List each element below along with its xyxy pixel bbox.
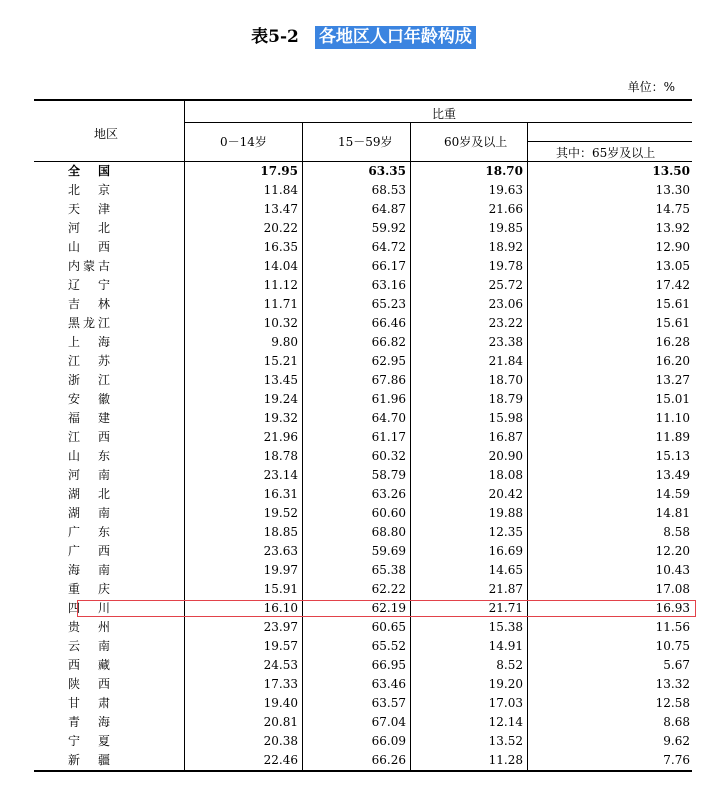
- table-row: [34, 713, 692, 732]
- table-row: [34, 371, 692, 390]
- value-65-plus: 13.30: [655, 183, 690, 197]
- value-65-plus: 13.27: [655, 373, 690, 387]
- value-65-plus: 13.92: [655, 221, 690, 235]
- value-65-plus: 11.56: [655, 620, 690, 634]
- header-group-rule: [184, 122, 692, 123]
- value-15-59: 62.19: [371, 601, 406, 615]
- value-0-14: 16.10: [263, 601, 298, 615]
- value-60-plus: 12.35: [488, 525, 523, 539]
- table-row: [34, 352, 692, 371]
- region-name: 海 南: [68, 563, 114, 577]
- value-60-plus: 21.84: [488, 354, 523, 368]
- value-60-plus: 19.85: [488, 221, 523, 235]
- region-name: 福 建: [68, 411, 114, 425]
- table-row: [34, 295, 692, 314]
- value-60-plus: 17.03: [488, 696, 523, 710]
- value-65-plus: 14.75: [655, 202, 690, 216]
- region-name: 浙 江: [68, 373, 114, 387]
- value-0-14: 19.52: [263, 506, 298, 520]
- value-65-plus: 17.08: [655, 582, 690, 596]
- header-region: 地区: [94, 127, 119, 141]
- value-15-59: 68.80: [371, 525, 406, 539]
- table-number: 表5-2: [251, 27, 299, 47]
- value-65-plus: 13.32: [655, 677, 690, 691]
- value-15-59: 66.09: [371, 734, 406, 748]
- value-65-plus: 15.13: [655, 449, 690, 463]
- region-name: 宁 夏: [68, 734, 114, 748]
- table-row: [34, 390, 692, 409]
- value-15-59: 60.60: [371, 506, 406, 520]
- value-65-plus: 5.67: [663, 658, 690, 672]
- value-65-plus: 10.75: [655, 639, 690, 653]
- value-65-plus: 13.05: [655, 259, 690, 273]
- value-0-14: 9.80: [271, 335, 298, 349]
- table-row: [34, 637, 692, 656]
- region-name: 北 京: [68, 183, 114, 197]
- table-row: [34, 447, 692, 466]
- value-15-59: 68.53: [371, 183, 406, 197]
- value-65-plus: 10.43: [655, 563, 690, 577]
- header-col3: 60岁及以上: [444, 135, 508, 149]
- value-15-59: 63.35: [368, 164, 406, 178]
- table-row: [34, 485, 692, 504]
- data-table: [34, 99, 692, 772]
- value-0-14: 15.91: [263, 582, 298, 596]
- region-name: 贵 州: [68, 620, 114, 634]
- region-name: 广 东: [68, 525, 114, 539]
- region-name: 吉 林: [68, 297, 114, 311]
- value-0-14: 11.71: [263, 297, 298, 311]
- value-0-14: 18.85: [263, 525, 298, 539]
- header-sub-rule: [527, 141, 692, 142]
- value-65-plus: 17.42: [655, 278, 690, 292]
- value-65-plus: 9.62: [663, 734, 690, 748]
- table-row: [34, 257, 692, 276]
- value-15-59: 66.17: [371, 259, 406, 273]
- value-60-plus: 14.65: [488, 563, 523, 577]
- value-0-14: 19.40: [263, 696, 298, 710]
- value-0-14: 23.97: [263, 620, 298, 634]
- value-65-plus: 14.59: [655, 487, 690, 501]
- value-65-plus: 15.61: [655, 316, 690, 330]
- value-15-59: 66.95: [371, 658, 406, 672]
- region-name: 山 东: [68, 449, 114, 463]
- value-15-59: 59.92: [371, 221, 406, 235]
- region-name: 江 苏: [68, 354, 114, 368]
- value-0-14: 10.32: [263, 316, 298, 330]
- table-row: [34, 675, 692, 694]
- value-15-59: 66.82: [371, 335, 406, 349]
- header-divider-1: [184, 101, 185, 161]
- table-body: [34, 162, 692, 770]
- value-15-59: 64.87: [371, 202, 406, 216]
- value-60-plus: 16.87: [488, 430, 523, 444]
- region-name: 甘 肃: [68, 696, 114, 710]
- value-60-plus: 19.63: [488, 183, 523, 197]
- value-15-59: 63.26: [371, 487, 406, 501]
- region-name: 安 徽: [68, 392, 114, 406]
- table-header: [34, 101, 692, 162]
- header-col1: 0－14岁: [220, 135, 267, 149]
- value-60-plus: 15.98: [488, 411, 523, 425]
- value-0-14: 11.12: [263, 278, 298, 292]
- table-row: [34, 561, 692, 580]
- value-15-59: 64.70: [371, 411, 406, 425]
- value-0-14: 19.57: [263, 639, 298, 653]
- region-name: 全 国: [68, 164, 114, 178]
- value-0-14: 16.35: [263, 240, 298, 254]
- value-65-plus: 12.58: [655, 696, 690, 710]
- value-65-plus: 14.81: [655, 506, 690, 520]
- region-name: 四 川: [68, 601, 114, 615]
- value-60-plus: 20.42: [488, 487, 523, 501]
- value-0-14: 15.21: [263, 354, 298, 368]
- region-name: 河 南: [68, 468, 114, 482]
- value-60-plus: 15.38: [488, 620, 523, 634]
- region-name: 天 津: [68, 202, 114, 216]
- table-row: [34, 219, 692, 238]
- region-name: 广 西: [68, 544, 114, 558]
- value-65-plus: 13.49: [655, 468, 690, 482]
- region-name: 辽 宁: [68, 278, 114, 292]
- value-65-plus: 8.68: [663, 715, 690, 729]
- value-15-59: 60.32: [371, 449, 406, 463]
- value-65-plus: 11.10: [655, 411, 690, 425]
- region-name: 新 疆: [68, 753, 114, 767]
- value-0-14: 17.33: [263, 677, 298, 691]
- value-65-plus: 15.01: [655, 392, 690, 406]
- table-bottom-rule: [34, 770, 692, 772]
- region-name: 山 西: [68, 240, 114, 254]
- value-0-14: 23.14: [263, 468, 298, 482]
- row-highlight-box: [77, 600, 696, 617]
- table-title-text: 各地区人口年龄构成: [315, 26, 476, 49]
- value-0-14: 16.31: [263, 487, 298, 501]
- value-60-plus: 23.06: [488, 297, 523, 311]
- value-0-14: 11.84: [263, 183, 298, 197]
- table-row: [34, 409, 692, 428]
- region-name: 上 海: [68, 335, 114, 349]
- table-row: [34, 428, 692, 447]
- region-name: 黑龙江: [68, 316, 114, 330]
- value-60-plus: 18.79: [488, 392, 523, 406]
- table-row: [34, 466, 692, 485]
- table-row: [34, 238, 692, 257]
- table-row: [34, 732, 692, 751]
- table-row: [34, 542, 692, 561]
- value-60-plus: 18.08: [488, 468, 523, 482]
- value-0-14: 22.46: [263, 753, 298, 767]
- value-60-plus: 21.66: [488, 202, 523, 216]
- table-row: [34, 504, 692, 523]
- table-row: [34, 333, 692, 352]
- region-name: 内蒙古: [68, 259, 114, 273]
- table-row: [34, 694, 692, 713]
- region-name: 湖 南: [68, 506, 114, 520]
- value-0-14: 19.97: [263, 563, 298, 577]
- value-60-plus: 25.72: [488, 278, 523, 292]
- value-0-14: 20.22: [263, 221, 298, 235]
- header-col2: 15－59岁: [338, 135, 393, 149]
- value-15-59: 65.52: [371, 639, 406, 653]
- value-60-plus: 23.38: [488, 335, 523, 349]
- value-60-plus: 12.14: [488, 715, 523, 729]
- value-60-plus: 19.78: [488, 259, 523, 273]
- table-row: [34, 181, 692, 200]
- value-15-59: 63.57: [371, 696, 406, 710]
- value-0-14: 17.95: [260, 164, 298, 178]
- region-name: 陕 西: [68, 677, 114, 691]
- value-60-plus: 19.88: [488, 506, 523, 520]
- value-15-59: 61.96: [371, 392, 406, 406]
- value-60-plus: 13.52: [488, 734, 523, 748]
- value-0-14: 13.45: [263, 373, 298, 387]
- header-divider-4: [527, 122, 528, 161]
- header-divider-3: [410, 122, 411, 161]
- table-row: [34, 599, 692, 618]
- value-0-14: 20.38: [263, 734, 298, 748]
- value-0-14: 19.32: [263, 411, 298, 425]
- region-name: 湖 北: [68, 487, 114, 501]
- table-row: [34, 751, 692, 770]
- value-15-59: 62.95: [371, 354, 406, 368]
- value-0-14: 24.53: [263, 658, 298, 672]
- unit-label: 单位：%: [627, 80, 675, 94]
- table-row: [34, 580, 692, 599]
- value-15-59: 63.16: [371, 278, 406, 292]
- value-15-59: 67.86: [371, 373, 406, 387]
- value-60-plus: 21.71: [488, 601, 523, 615]
- value-15-59: 61.17: [371, 430, 406, 444]
- value-65-plus: 12.90: [655, 240, 690, 254]
- table-title: [0, 22, 727, 47]
- value-60-plus: 18.92: [488, 240, 523, 254]
- value-15-59: 63.46: [371, 677, 406, 691]
- value-65-plus: 12.20: [655, 544, 690, 558]
- table-row: [34, 618, 692, 637]
- value-65-plus: 16.93: [655, 601, 690, 615]
- value-0-14: 18.78: [263, 449, 298, 463]
- header-divider-2: [302, 122, 303, 161]
- region-name: 青 海: [68, 715, 114, 729]
- value-15-59: 62.22: [371, 582, 406, 596]
- value-60-plus: 11.28: [488, 753, 523, 767]
- region-name: 重 庆: [68, 582, 114, 596]
- value-15-59: 65.23: [371, 297, 406, 311]
- value-15-59: 59.69: [371, 544, 406, 558]
- value-65-plus: 16.20: [655, 354, 690, 368]
- value-60-plus: 14.91: [488, 639, 523, 653]
- value-0-14: 23.63: [263, 544, 298, 558]
- value-15-59: 65.38: [371, 563, 406, 577]
- table-row: [34, 314, 692, 333]
- value-60-plus: 18.70: [485, 164, 523, 178]
- header-group: 比重: [432, 107, 457, 121]
- table-row: [34, 276, 692, 295]
- value-60-plus: 23.22: [488, 316, 523, 330]
- value-0-14: 20.81: [263, 715, 298, 729]
- value-0-14: 13.47: [263, 202, 298, 216]
- value-0-14: 14.04: [263, 259, 298, 273]
- value-0-14: 19.24: [263, 392, 298, 406]
- value-60-plus: 8.52: [496, 658, 523, 672]
- value-15-59: 67.04: [371, 715, 406, 729]
- region-name: 云 南: [68, 639, 114, 653]
- value-65-plus: 15.61: [655, 297, 690, 311]
- region-name: 河 北: [68, 221, 114, 235]
- value-65-plus: 7.76: [663, 753, 690, 767]
- region-name: 江 西: [68, 430, 114, 444]
- value-65-plus: 8.58: [663, 525, 690, 539]
- value-60-plus: 20.90: [488, 449, 523, 463]
- table-row: [34, 523, 692, 542]
- value-60-plus: 18.70: [488, 373, 523, 387]
- value-60-plus: 21.87: [488, 582, 523, 596]
- value-15-59: 58.79: [371, 468, 406, 482]
- value-65-plus: 16.28: [655, 335, 690, 349]
- value-15-59: 64.72: [371, 240, 406, 254]
- table-row: [34, 200, 692, 219]
- value-15-59: 66.46: [371, 316, 406, 330]
- value-0-14: 21.96: [263, 430, 298, 444]
- value-60-plus: 16.69: [488, 544, 523, 558]
- header-col4: 其中：65岁及以上: [556, 146, 656, 160]
- value-60-plus: 19.20: [488, 677, 523, 691]
- region-name: 西 藏: [68, 658, 114, 672]
- value-15-59: 60.65: [371, 620, 406, 634]
- value-15-59: 66.26: [371, 753, 406, 767]
- value-65-plus: 11.89: [655, 430, 690, 444]
- value-65-plus: 13.50: [652, 164, 690, 178]
- table-row: [34, 656, 692, 675]
- table-row-total: [34, 162, 692, 181]
